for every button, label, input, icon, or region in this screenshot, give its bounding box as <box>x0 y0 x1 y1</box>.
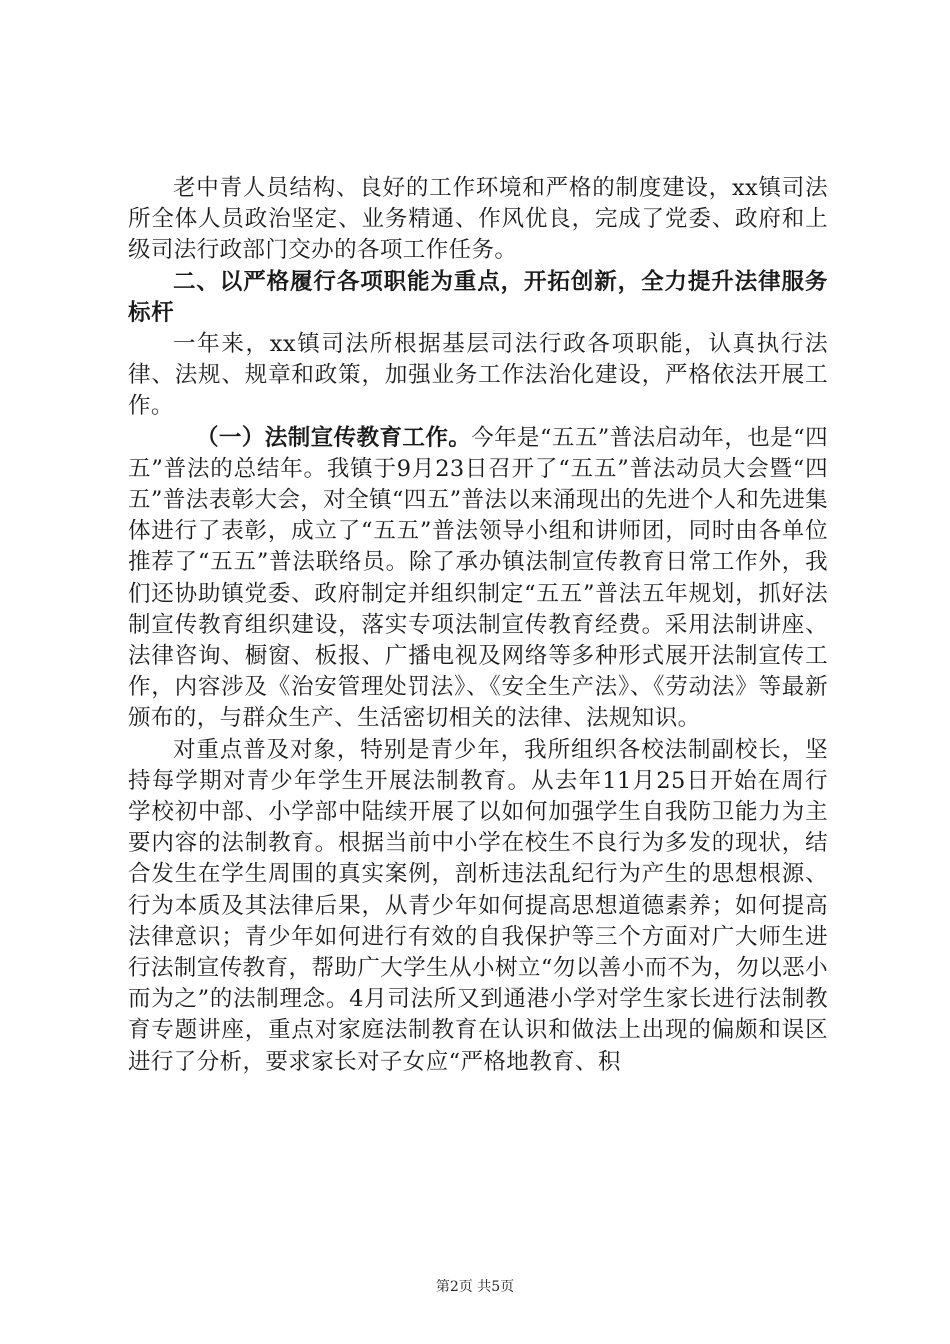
section-heading-2: 二、以严格履行各项职能为重点，开拓创新，全力提升法律服务标杆 <box>128 268 828 326</box>
paragraph-legal-education-body: 今年是“五五”普法启动年，也是“四五”普法的总结年。我镇于9月23日召开了“五五”普法动员大会暨“四五”普法表彰大会，对全镇“四五”普法以来涌现出的先进个人和先进集体进行了表彰，成立了“五五”普法领导小组和讲师团，同时由各单位推荐了“五五”普法联络员。除了承办镇法制宣传教育日常工作外，我们还协助镇党委、政府制定并组织制定“五五”普法五年规划，抓好法制宣传教育组织建设，落实专项法制宣传教育经费。采用法制讲座、法律咨询、橱窗、板报、广播电视及网络等多种形式展开法制宣传工作，内容涉及《治安管理处罚法》、《安全生产法》、《劳动法》等最新颁布的，与群众生产、生活密切相关的法律、法规知识。 <box>128 424 828 732</box>
subsection-heading-1: （一）法制宣传教育工作。 <box>196 424 472 451</box>
paragraph-youth-education: 对重点普及对象，特别是青少年，我所组织各校法制副校长，坚持每学期对青少年学生开展法制教育。从去年11月25日开始在周行学校初中部、小学部中陆续开展了以如何加强学生自我防卫能力为主要内容的法制教育。根据当前中小学在校生不良行为多发的现状，结合发生在学生周围的真实案例，剖析违法乱纪行为产生的思想根源、行为本质及其法律后果，从青少年如何提高思想道德素养；如何提高法律意识；青少年如何进行有效的自我保护等三个方面对广大师生进行法制宣传教育，帮助广大学生从小树立“勿以善小而不为，勿以恶小而为之”的法制理念。4月司法所又到通港小学对学生家长进行法制教育专题讲座，重点对家庭法制教育在认识和做法上出现的偏颇和误区进行了分析，要求家长对子女应“严格地教育、积 <box>128 736 828 1075</box>
paragraph-continuation: 老中青人员结构、良好的工作环境和严格的制度建设，xx镇司法所全体人员政治坚定、业务精通、作风优良，完成了党委、政府和上级司法行政部门交办的各项工作任务。 <box>128 175 828 264</box>
page-number-footer: 第2页 共5页 <box>435 1279 515 1295</box>
document-body <box>128 173 828 1078</box>
paragraph-overview: 一年来，xx镇司法所根据基层司法行政各项职能，认真执行法律、法规、规章和政策，加强业务工作法治化建设，严格依法开展工作。 <box>128 331 828 420</box>
paragraph-legal-education <box>128 423 828 735</box>
